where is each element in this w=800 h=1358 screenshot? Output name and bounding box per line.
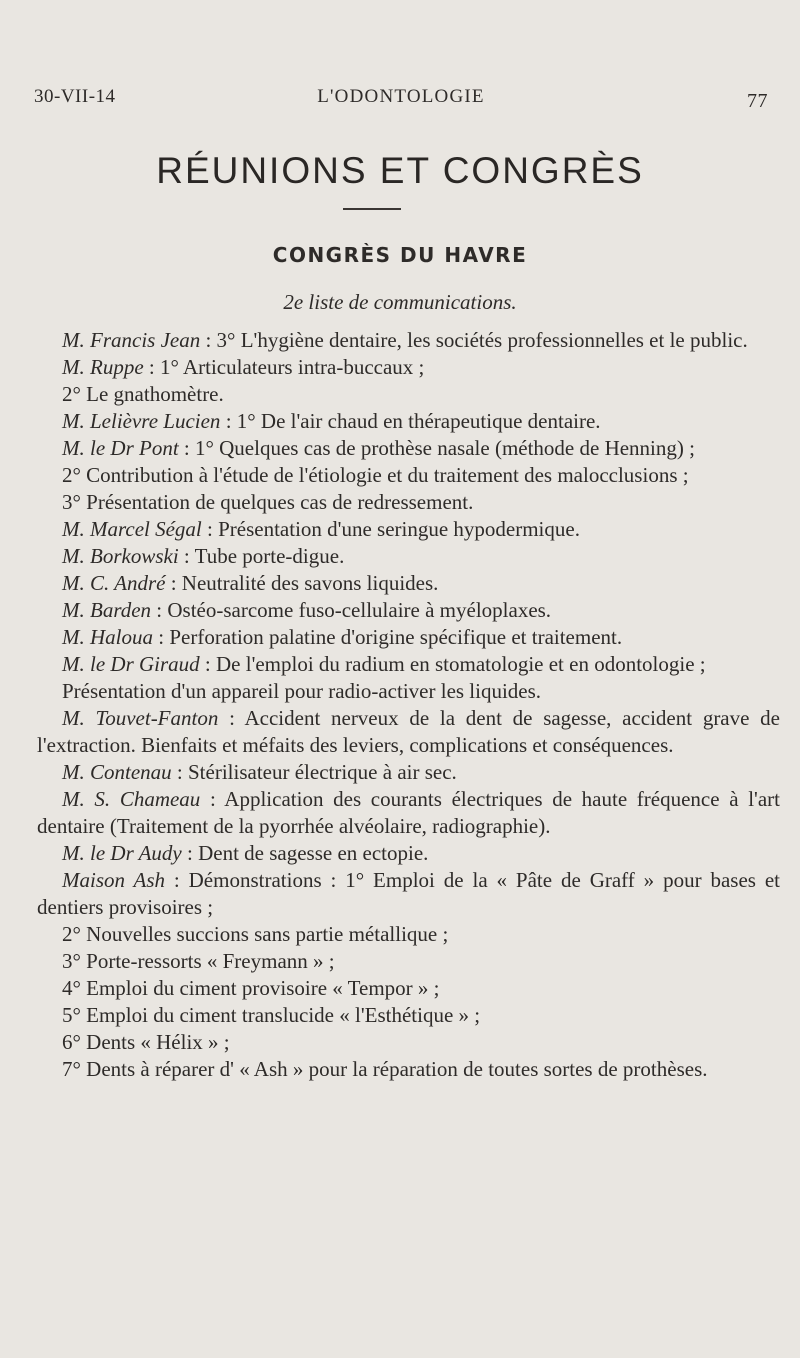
author-name: M. C. André [62, 571, 166, 595]
author-name: M. S. Chameau [62, 787, 201, 811]
author-name: M. le Dr Audy [62, 841, 182, 865]
section-title: CONGRÈS DU HAVRE [272, 243, 528, 267]
entry-text: 6° Dents « Hélix » ; [62, 1030, 230, 1054]
author-name: M. Francis Jean [62, 328, 201, 352]
list-item [37, 948, 780, 975]
journal-name: L'ODONTOLOGIE [317, 86, 485, 107]
list-item [37, 921, 780, 948]
list-item [37, 705, 780, 759]
list-item [37, 435, 780, 462]
author-name: M. Marcel Ségal [62, 517, 202, 541]
list-item [37, 570, 780, 597]
entry-text: : Stérilisateur électrique à air sec. [171, 760, 457, 784]
entry-text: : 3° L'hygiène dentaire, les sociétés professionnelles et le public. [200, 328, 748, 352]
entry-text: 3° Porte-ressorts « Freymann » ; [62, 949, 335, 973]
page-title: RÉUNIONS ET CONGRÈS [156, 150, 644, 191]
entry-text: : Démonstrations : 1° Emploi de la « Pâte de Graff » pour bases et dentiers provisoires ; [37, 868, 780, 919]
author-name: M. Borkowski [62, 544, 179, 568]
author-name: M. Touvet-Fanton [62, 706, 219, 730]
author-name: M. Ruppe [62, 355, 144, 379]
list-item [37, 327, 780, 354]
entry-text: : De l'emploi du radium en stomatologie et en odontologie ; [199, 652, 706, 676]
author-name: M. Lelièvre Lucien [62, 409, 221, 433]
list-item [37, 543, 780, 570]
entry-text: : Accident nerveux de la dent de sagesse, accident grave de l'extraction. Bienfaits et méfaits des leviers, complications et conséquences. [37, 706, 780, 757]
entry-text: : 1° De l'air chaud en thérapeutique dentaire. [220, 409, 601, 433]
list-item [37, 489, 780, 516]
entry-text: : Dent de sagesse en ectopie. [181, 841, 429, 865]
list-item [37, 408, 780, 435]
title-divider [343, 208, 401, 210]
list-item [37, 1056, 780, 1083]
entry-text: 7° Dents à réparer d' « Ash » pour la réparation de toutes sortes de prothèses. [62, 1057, 708, 1081]
list-item [37, 867, 780, 921]
author-name: M. Contenau [62, 760, 172, 784]
list-item [37, 975, 780, 1002]
section-subtitle: 2e liste de communications. [283, 290, 517, 314]
list-item [37, 462, 780, 489]
list-item [37, 786, 780, 840]
list-item [37, 354, 780, 381]
list-item [37, 597, 780, 624]
author-name: M. le Dr Giraud [62, 652, 200, 676]
list-item [37, 516, 780, 543]
list-item [37, 381, 780, 408]
entry-text: 4° Emploi du ciment provisoire « Tempor » ; [62, 976, 440, 1000]
entry-text: 5° Emploi du ciment translucide « l'Esthétique » ; [62, 1003, 481, 1027]
entry-text: : 1° Quelques cas de prothèse nasale (méthode de Henning) ; [178, 436, 695, 460]
author-name: Maison Ash [62, 868, 166, 892]
entry-text: : Perforation palatine d'origine spécifique et traitement. [153, 625, 623, 649]
list-item [37, 840, 780, 867]
entry-text: Présentation d'un appareil pour radio-activer les liquides. [62, 679, 542, 703]
author-name: M. le Dr Pont [62, 436, 179, 460]
entry-text: 2° Nouvelles succions sans partie métallique ; [62, 922, 449, 946]
list-item [37, 1002, 780, 1029]
entry-text: : 1° Articulateurs intra-buccaux ; [143, 355, 425, 379]
list-item [37, 759, 780, 786]
entry-text: : Ostéo-sarcome fuso-cellulaire à myéloplaxes. [151, 598, 552, 622]
list-item [37, 624, 780, 651]
entry-text: 3° Présentation de quelques cas de redressement. [62, 490, 474, 514]
entry-text: : Tube porte-digue. [178, 544, 345, 568]
entry-text: : Neutralité des savons liquides. [165, 571, 439, 595]
entry-text: 2° Contribution à l'étude de l'étiologie et du traitement des malocclusions ; [62, 463, 689, 487]
list-item [37, 651, 780, 678]
list-item [37, 1029, 780, 1056]
entry-text: : Application des courants électriques de haute fréquence à l'art dentaire (Traitement de la pyorrhée alvéolaire, radiographie). [37, 787, 780, 838]
author-name: M. Haloua [62, 625, 153, 649]
list-item [37, 678, 780, 705]
entry-text: : Présentation d'une seringue hypodermique. [201, 517, 580, 541]
issue-date: 30-VII-14 [34, 86, 116, 107]
entry-text: 2° Le gnathomètre. [62, 382, 224, 406]
page-number: 77 [747, 90, 768, 112]
communications-list [37, 327, 780, 1083]
author-name: M. Barden [62, 598, 152, 622]
